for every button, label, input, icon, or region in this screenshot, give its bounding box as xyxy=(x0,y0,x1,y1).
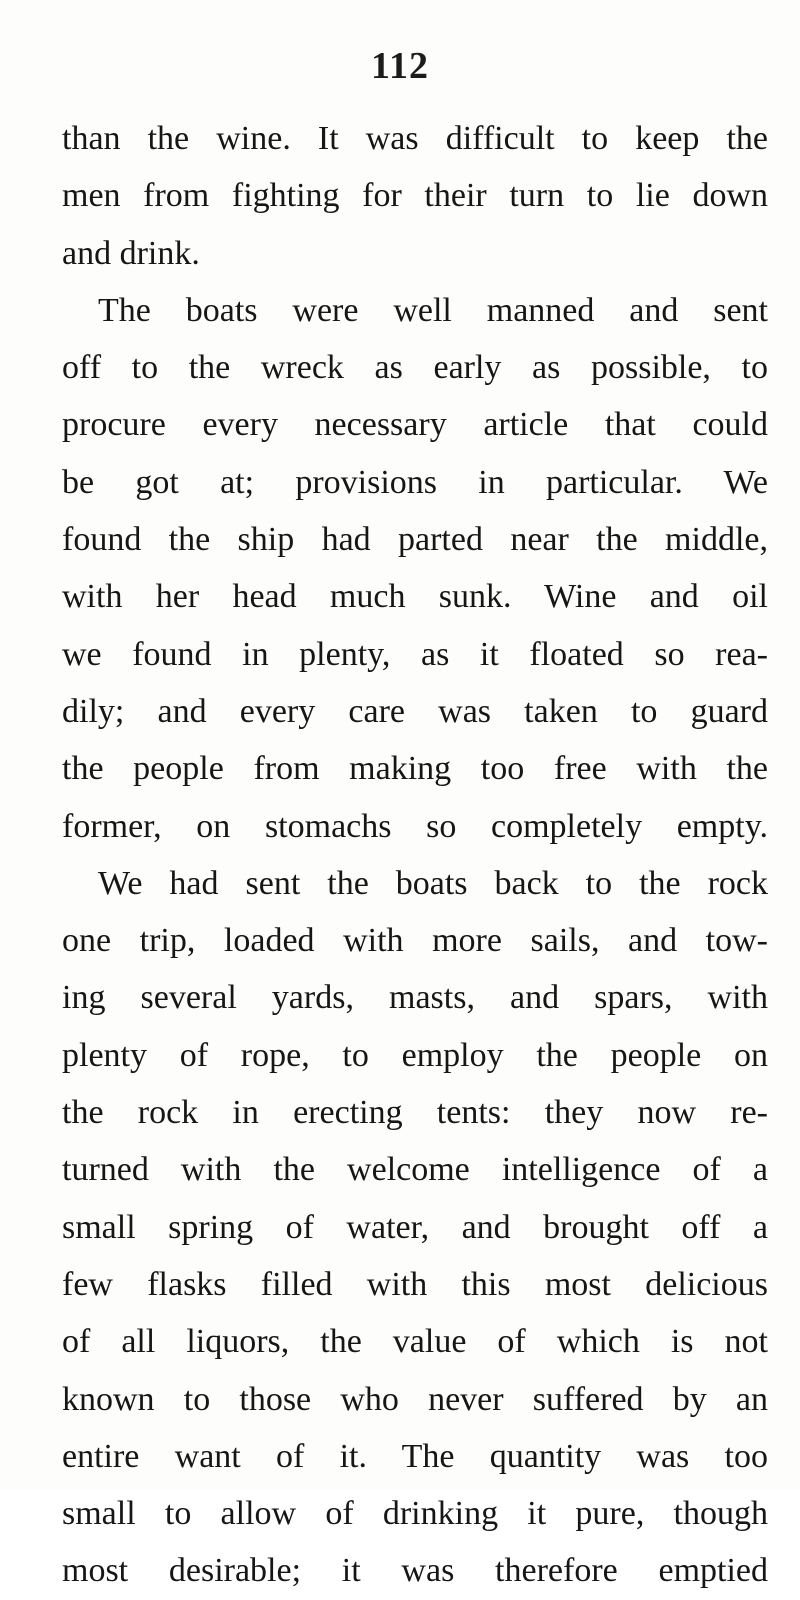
text-line: the rock in erecting tents: they now re- xyxy=(62,1094,768,1132)
text-line: turned with the welcome intelligence of a xyxy=(62,1151,768,1189)
text-line: we found in plenty, as it floated so rea- xyxy=(62,635,768,673)
text-line: entire want of it. The quantity was too xyxy=(62,1437,768,1475)
body-text xyxy=(62,110,768,1600)
text-line: known to those who never suffered by an xyxy=(62,1380,768,1418)
text-line: plenty of rope, to employ the people on xyxy=(62,1036,768,1074)
text-line: small to allow of drinking it pure, though xyxy=(62,1495,768,1533)
text-line: We had sent the boats back to the rock xyxy=(98,864,768,902)
text-line: with her head much sunk. Wine and oil xyxy=(62,578,768,616)
text-line: found the ship had parted near the middle, xyxy=(62,521,768,559)
text-line: and drink. xyxy=(62,234,200,272)
text-line: ing several yards, masts, and spars, with xyxy=(62,979,768,1017)
text-line: dily; and every care was taken to guard xyxy=(62,692,768,730)
page-number: 112 xyxy=(371,45,429,87)
text-line: procure every necessary article that could xyxy=(62,406,768,444)
text-line: men from fighting for their turn to lie down xyxy=(62,177,768,215)
text-line: The boats were well manned and sent xyxy=(98,291,768,329)
text-line: than the wine. It was difficult to keep the xyxy=(62,120,768,157)
text-line: most desirable; it was therefore emptied xyxy=(62,1552,768,1590)
text-line: few flasks filled with this most delicious xyxy=(62,1265,768,1303)
text-line: off to the wreck as early as possible, to xyxy=(62,349,768,387)
text-line: be got at; provisions in particular. We xyxy=(62,463,768,501)
text-line: the people from making too free with the xyxy=(62,750,768,788)
text-line: of all liquors, the value of which is not xyxy=(62,1323,768,1361)
text-line: one trip, loaded with more sails, and tow- xyxy=(62,922,768,960)
text-line: former, on stomachs so completely empty. xyxy=(62,807,768,845)
text-line: small spring of water, and brought off a xyxy=(62,1208,768,1246)
